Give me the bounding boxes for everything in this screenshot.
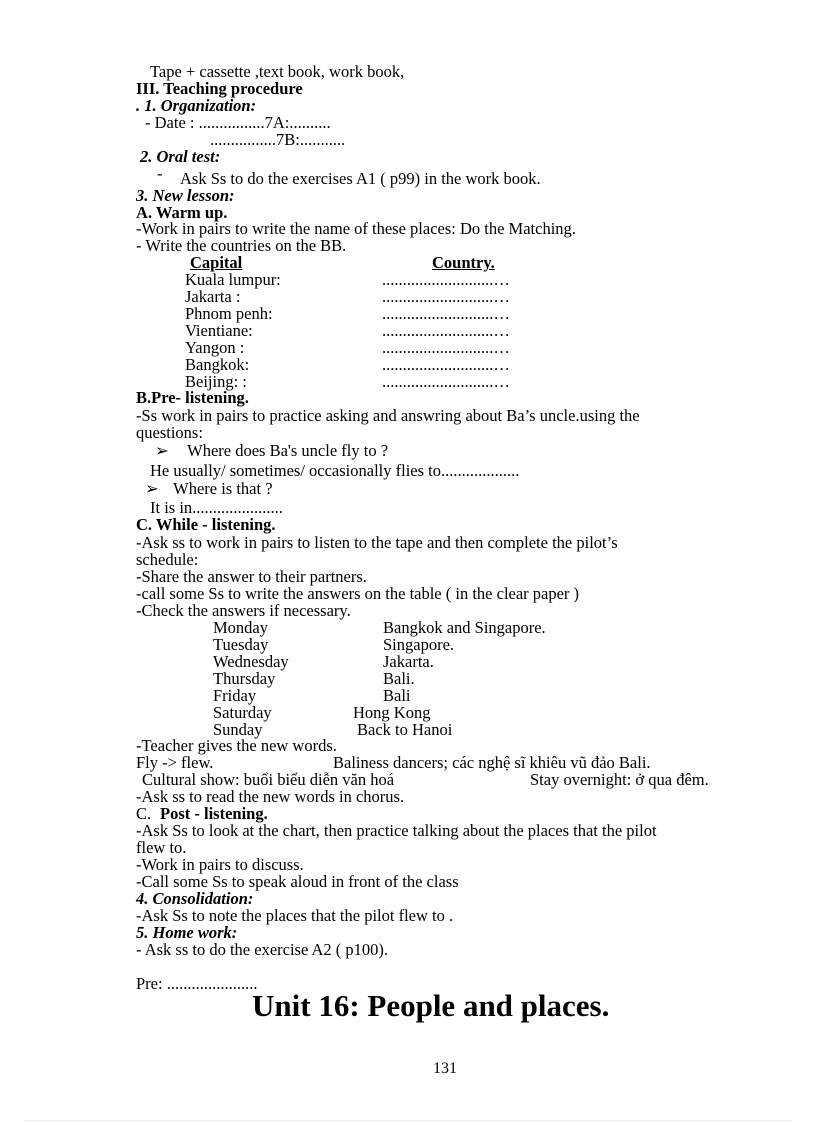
oral-test-bullet: -: [157, 164, 163, 183]
capital-item: Phnom penh:: [185, 304, 273, 323]
schedule-place: Bali.: [383, 669, 415, 688]
schedule-place: Hong Kong: [353, 703, 431, 722]
arrow-bullet-icon: ➢: [145, 479, 159, 498]
country-blank: ...........................…: [382, 304, 510, 323]
schedule-day: Sunday: [213, 720, 263, 739]
question-2-text: Where is that ?: [173, 479, 273, 498]
country-blank: ...........................…: [382, 270, 510, 289]
while-listening-line-5: -Check the answers if necessary.: [136, 601, 351, 620]
date-line: - Date : ................7A:..........: [145, 113, 331, 132]
question-1: [155, 442, 388, 459]
question-1-text: Where does Ba's uncle fly to ?: [187, 441, 389, 460]
country-blank: ...........................…: [382, 287, 510, 306]
country-blank: ...........................…: [382, 321, 510, 340]
vocab-cultural-show: Cultural show: buổi biểu diễn văn hoá: [142, 770, 395, 789]
while-listening-line-4: -call some Ss to write the answers on the table ( in the clear paper ): [136, 584, 580, 603]
date-7b-line: ................7B:...........: [210, 130, 346, 149]
arrow-bullet-icon: ➢: [155, 441, 169, 460]
vocab-fly: Fly -> flew.: [136, 753, 214, 772]
vocab-stay-overnight: Stay overnight: ở qua đêm.: [530, 770, 709, 789]
pre-listening-heading: B.Pre- listening.: [136, 388, 249, 407]
pre-listening-line-1: -Ss work in pairs to practice asking and answring about Ba’s uncle.using the: [136, 406, 640, 425]
homework-heading: 5. Home work:: [136, 923, 238, 942]
oral-test-task: Ask Ss to do the exercises A1 ( p99) in the work book.: [180, 169, 541, 188]
while-listening-heading: C. While - listening.: [136, 515, 276, 534]
schedule-day: Saturday: [213, 703, 272, 722]
procedure-heading: III. Teaching procedure: [136, 79, 303, 98]
post-listening-line-3: -Work in pairs to discuss.: [136, 855, 304, 874]
pre-label: Pre: ......................: [136, 974, 258, 993]
capital-item: Jakarta :: [185, 287, 241, 306]
capital-item: Bangkok:: [185, 355, 250, 374]
oral-test-heading: 2. Oral test:: [140, 147, 221, 166]
schedule-place: Singapore.: [383, 635, 455, 654]
capital-item: Beijing: :: [185, 372, 247, 391]
capital-item: Yangon :: [185, 338, 245, 357]
warm-up-line-1: -Work in pairs to write the name of these places: Do the Matching.: [136, 219, 576, 238]
answer-2: It is in......................: [150, 498, 283, 517]
country-blank: ...........................…: [382, 372, 510, 391]
schedule-day: Thursday: [213, 669, 276, 688]
country-blank: ...........................…: [382, 338, 510, 357]
schedule-place: Back to Hanoi: [357, 720, 453, 739]
schedule-place: Bali: [383, 686, 411, 705]
schedule-day: Wednesday: [213, 652, 289, 671]
consolidation-line-1: -Ask Ss to note the places that the pilot flew to .: [136, 906, 454, 925]
footer-divider: [25, 1120, 791, 1121]
page-number: 131: [433, 1060, 457, 1077]
capital-column-header: Capital: [190, 253, 243, 272]
vocab-baliness: Baliness dancers; các nghệ sĩ khiêu vũ đảo Bali.: [333, 753, 651, 772]
schedule-day: Friday: [213, 686, 257, 705]
post-listening-prefix: C.: [136, 804, 152, 823]
materials-line: Tape + cassette ,text book, work book,: [150, 62, 405, 81]
post-listening-line-1: -Ask Ss to look at the chart, then practice talking about the places that the pilot: [136, 821, 657, 840]
schedule-day: Tuesday: [213, 635, 269, 654]
schedule-place: Bangkok and Singapore.: [383, 618, 546, 637]
post-listening-heading: Post - listening.: [160, 804, 268, 823]
schedule-place: Jakarta.: [383, 652, 434, 671]
while-listening-line-6: -Teacher gives the new words.: [136, 736, 337, 755]
question-2: [145, 480, 273, 497]
country-blank: ...........................…: [382, 355, 510, 374]
pre-listening-line-2: questions:: [136, 423, 203, 442]
post-listening-line-2: flew to.: [136, 838, 187, 857]
new-lesson-heading: 3. New lesson:: [136, 186, 235, 205]
unit-title: Unit 16: People and places.: [252, 988, 610, 1023]
warm-up-line-2: - Write the countries on the BB.: [136, 236, 347, 255]
capital-item: Vientiane:: [185, 321, 253, 340]
post-listening-line-4: -Call some Ss to speak aloud in front of the class: [136, 872, 459, 891]
while-listening-line-3: -Share the answer to their partners.: [136, 567, 367, 586]
country-column-header: Country.: [432, 253, 495, 272]
warm-up-heading: A. Warm up.: [136, 203, 228, 222]
capital-item: Kuala lumpur:: [185, 270, 281, 289]
schedule-day: Monday: [213, 618, 268, 637]
organization-heading: . 1. Organization:: [136, 96, 257, 115]
homework-line-1: - Ask ss to do the exercise A2 ( p100).: [136, 940, 389, 959]
consolidation-heading: 4. Consolidation:: [136, 889, 254, 908]
answer-1: He usually/ sometimes/ occasionally flies to...................: [150, 461, 520, 480]
while-listening-line-2: schedule:: [136, 550, 199, 569]
while-listening-line-1: -Ask ss to work in pairs to listen to the tape and then complete the pilot’s: [136, 533, 618, 552]
while-listening-line-7: -Ask ss to read the new words in chorus.: [136, 787, 405, 806]
